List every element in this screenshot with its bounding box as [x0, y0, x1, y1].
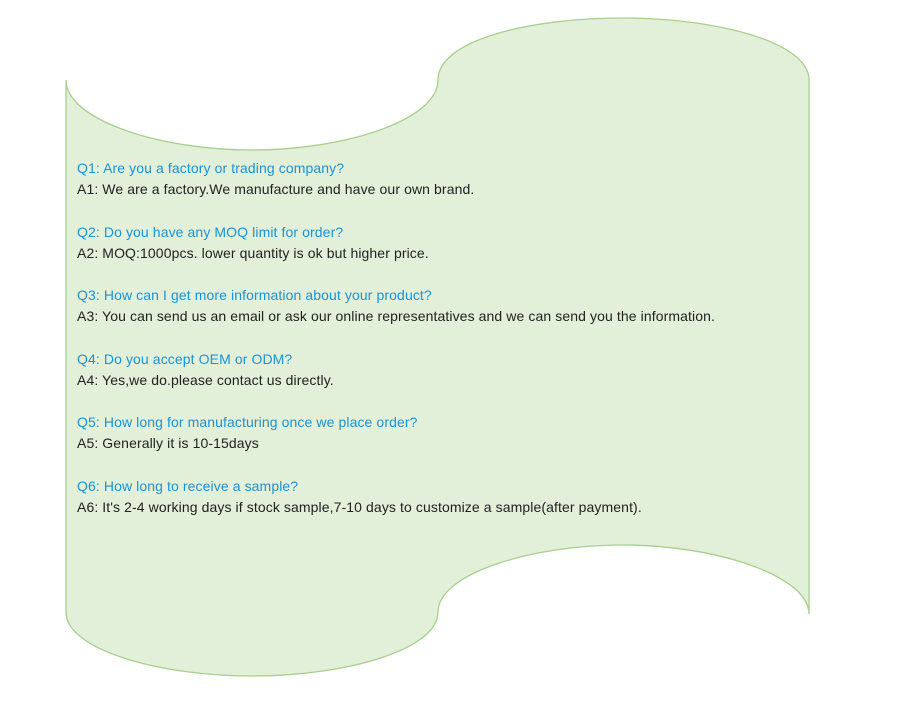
- faq-answer: A5: Generally it is 10-15days: [77, 435, 259, 452]
- faq-answer: A2: MOQ:1000pcs. lower quantity is ok but higher price.: [77, 244, 429, 261]
- faq-item: [77, 412, 797, 476]
- faq-item: [77, 476, 797, 540]
- faq-question: Q2: Do you have any MOQ limit for order?: [77, 223, 344, 240]
- faq-question: Q3: How can I get more information about your product?: [77, 287, 432, 304]
- faq-item: [77, 349, 797, 413]
- faq-answer: A1: We are a factory.We manufacture and have our own brand.: [77, 181, 475, 197]
- faq-question: Q5: How long for manufacturing once we place order?: [77, 414, 418, 431]
- faq-question: Q1: Are you a factory or trading company?: [77, 160, 345, 176]
- faq-question: Q4: Do you accept OEM or ODM?: [77, 350, 293, 367]
- faq-answer: A6: It's 2-4 working days if stock sample,7-10 days to customize a sample(after payment).: [77, 498, 642, 515]
- faq-item: [77, 222, 797, 286]
- faq-item: [77, 158, 797, 222]
- faq-item: [77, 285, 797, 349]
- faq-answer: A3: You can send us an email or ask our online representatives and we can send you the information.: [77, 308, 715, 325]
- faq-question: Q6: How long to receive a sample?: [77, 477, 299, 494]
- faq-list: [77, 158, 797, 540]
- faq-answer: A4: Yes,we do.please contact us directly.: [77, 371, 334, 388]
